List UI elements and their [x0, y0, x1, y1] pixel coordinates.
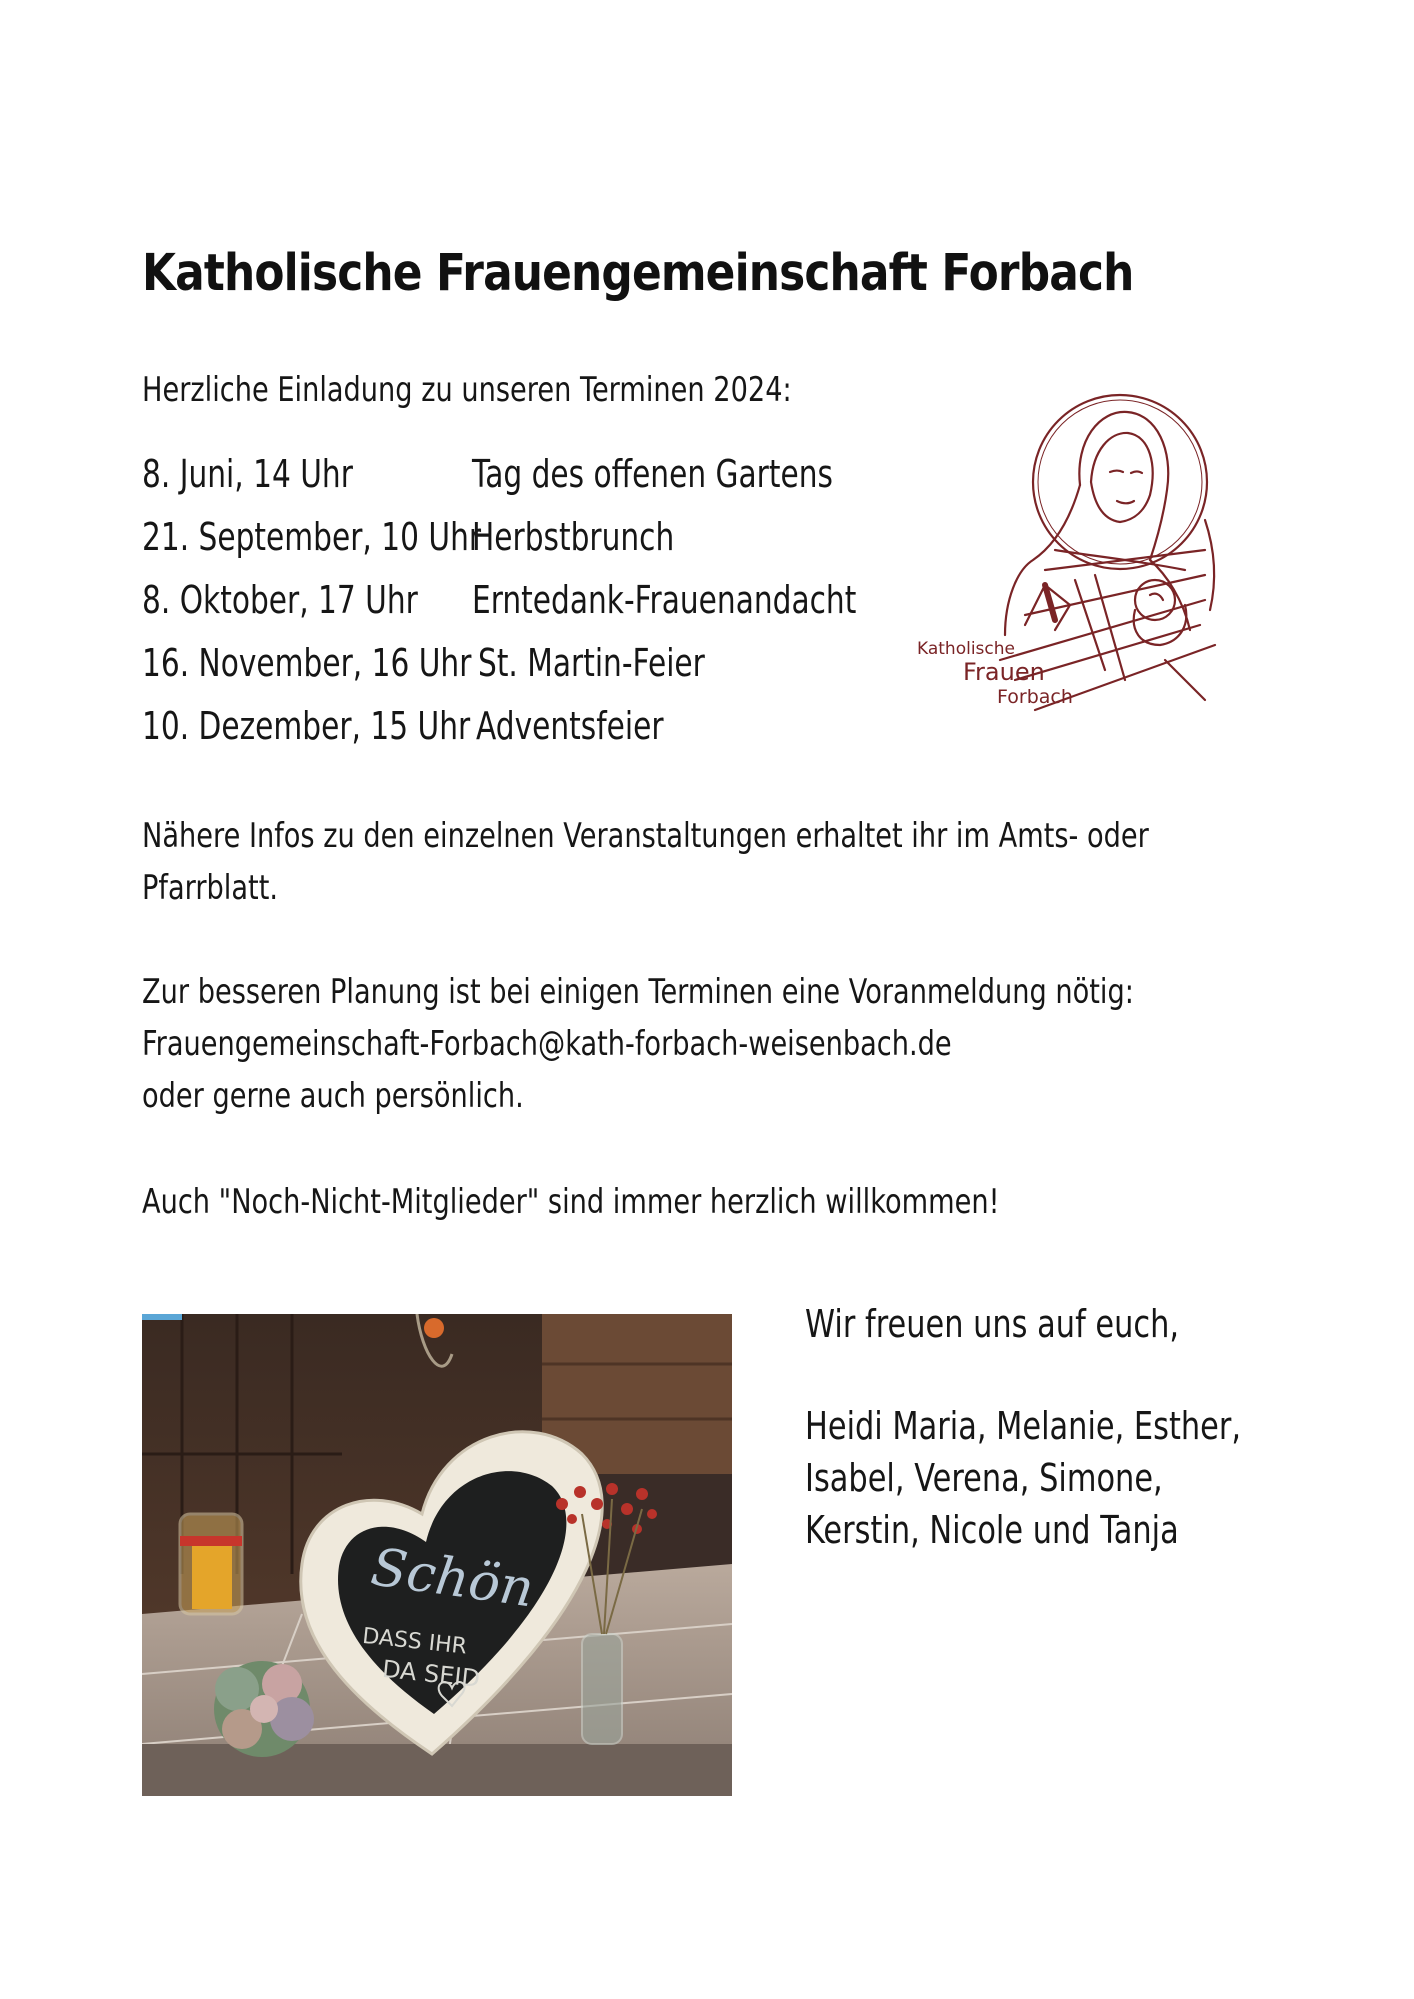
- event-date: 8. Oktober, 17 Uhr: [142, 578, 418, 622]
- event-name: Tag des offenen Gartens: [472, 452, 833, 496]
- event-date: 8. Juni, 14 Uhr: [142, 452, 353, 496]
- event-name: Herbstbrunch: [472, 515, 675, 559]
- logo-text-forbach: Forbach: [997, 686, 1073, 708]
- greeting: Wir freuen uns auf euch,: [805, 1302, 1180, 1346]
- event-date: 10. Dezember, 15 Uhr: [142, 704, 471, 748]
- kfd-logo: [905, 370, 1235, 715]
- event-name: St. Martin-Feier: [478, 641, 705, 685]
- signoff-names: Heidi Maria, Melanie, Esther,: [805, 1404, 1242, 1448]
- event-name: Erntedank-Frauenandacht: [472, 578, 857, 622]
- page-title: Katholische Frauengemeinschaft Forbach: [142, 244, 1134, 303]
- logo-text-frauen: Frauen: [963, 658, 1045, 686]
- welcome-line: Auch "Noch-Nicht-Mitglieder" sind immer herzlich willkommen!: [142, 1182, 1000, 1222]
- chalk-text-line3: DA SEID: [380, 1654, 482, 1693]
- info-line: Pfarrblatt.: [142, 868, 278, 908]
- signoff-names: Isabel, Verena, Simone,: [805, 1456, 1163, 1500]
- registration-paragraph: [142, 966, 1134, 1122]
- signoff-names: Kerstin, Nicole und Tanja: [805, 1508, 1179, 1552]
- intro-text: Herzliche Einladung zu unseren Terminen 2024:: [142, 370, 792, 410]
- logo-text-katholische: Katholische: [917, 639, 1015, 659]
- event-date: 16. November, 16 Uhr: [142, 641, 472, 685]
- email-address[interactable]: Frauengemeinschaft-Forbach@kath-forbach-weisenbach.de: [142, 1024, 952, 1064]
- registration-line: Zur besseren Planung ist bei einigen Terminen eine Voranmeldung nötig:: [142, 972, 1134, 1012]
- info-line: Nähere Infos zu den einzelnen Veranstaltungen erhaltet ihr im Amts- oder: [142, 816, 1149, 856]
- chalk-text-line2: DASS IHR: [361, 1623, 469, 1660]
- chalkboard-heart-photo: [142, 1314, 732, 1796]
- event-name: Adventsfeier: [476, 704, 664, 748]
- chalk-text-schoen: Schön: [367, 1537, 538, 1620]
- info-paragraph: [142, 810, 1149, 914]
- registration-line: oder gerne auch persönlich.: [142, 1076, 524, 1116]
- event-date: 21. September, 10 Uhr: [142, 515, 482, 559]
